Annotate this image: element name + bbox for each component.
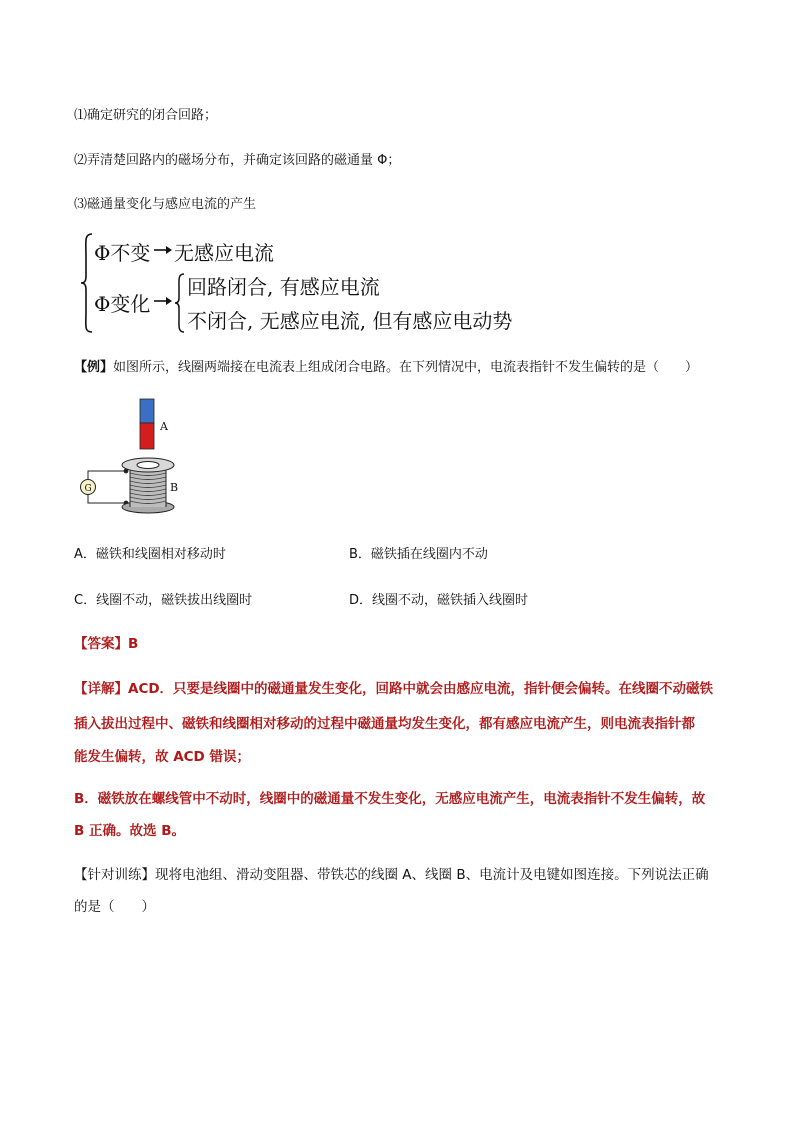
detail-line-3: 能发生偏转，故 ACD 错误；: [74, 749, 250, 765]
example-tag: 【例】: [74, 360, 114, 375]
closed-loop-result: 回路闭合, 有感应电流: [187, 275, 380, 299]
arrow-right-icon: [153, 294, 173, 308]
magnet-north-half: [140, 399, 154, 423]
answer-line: [74, 632, 138, 652]
step-1: ⑴确定研究的闭合回路；: [74, 108, 218, 123]
step-3: ⑶磁通量变化与感应电流的产生: [74, 197, 257, 212]
option-d[interactable]: D．线圈不动，磁铁插入线圈时: [349, 593, 529, 608]
detail-line-4: B．磁铁放在螺线管中不动时，线圈中的磁通量不发生变化，无感应电流产生，电流表指针不发生偏转，故: [74, 791, 706, 807]
wire-bottom: [88, 493, 126, 503]
detail-tag: 【详解】: [74, 681, 128, 697]
open-loop-result: 不闭合, 无感应电流, 但有感应电动势: [187, 309, 513, 333]
magnet-label: A: [160, 420, 168, 433]
example-question: [74, 356, 698, 375]
outer-brace: [80, 232, 94, 334]
galvanometer-label: G: [84, 484, 92, 494]
magnet-coil-figure: [74, 393, 194, 518]
coil: [122, 458, 174, 513]
training-tag: 【针对训练】: [74, 867, 155, 883]
step-2: ⑵弄清楚回路内的磁场分布，并确定该回路的磁通量 Φ；: [74, 153, 401, 168]
detail-line-5: B 正确。故选 B。: [74, 823, 185, 839]
no-current-result: 无感应电流: [174, 241, 274, 265]
option-a[interactable]: A．磁铁和线圈相对移动时: [74, 547, 226, 562]
inner-brace: [174, 272, 186, 334]
detail-line-2: 插入拔出过程中、磁铁和线圈相对移动的过程中磁通量均发生变化，都有感应电流产生，则电流表指针都: [74, 716, 695, 732]
answer-value: B: [128, 636, 139, 652]
training-line-2: 的是（ ）: [74, 899, 155, 915]
option-b[interactable]: B．磁铁插在线圈内不动: [349, 547, 488, 562]
option-c[interactable]: C．线圈不动，磁铁拔出线圈时: [74, 593, 253, 608]
detail-line-1: 【详解】ACD．只要是线圈中的磁通量发生变化，回路中就会由感应电流，指针便会偏转。在线圈不动磁铁: [74, 681, 714, 697]
coil-label: B: [170, 481, 179, 494]
example-question-text: 如图所示，线圈两端接在电流表上组成闭合电路。在下列情况中，电流表指针不发生偏转的是（ ）: [113, 360, 699, 375]
arrow-right-icon: [153, 243, 173, 257]
training-line-1: 【针对训练】现将电池组、滑动变阻器、带铁芯的线圈 A、线圈 B、电流计及电键如图连接。下列说法正确: [74, 867, 709, 883]
magnet-south-half: [140, 423, 154, 449]
flux-unchanged-label: Φ不变: [94, 241, 151, 265]
flux-changed-label: Φ变化: [94, 292, 151, 316]
wire-top: [88, 471, 126, 481]
answer-tag: 【答案】: [74, 636, 128, 652]
